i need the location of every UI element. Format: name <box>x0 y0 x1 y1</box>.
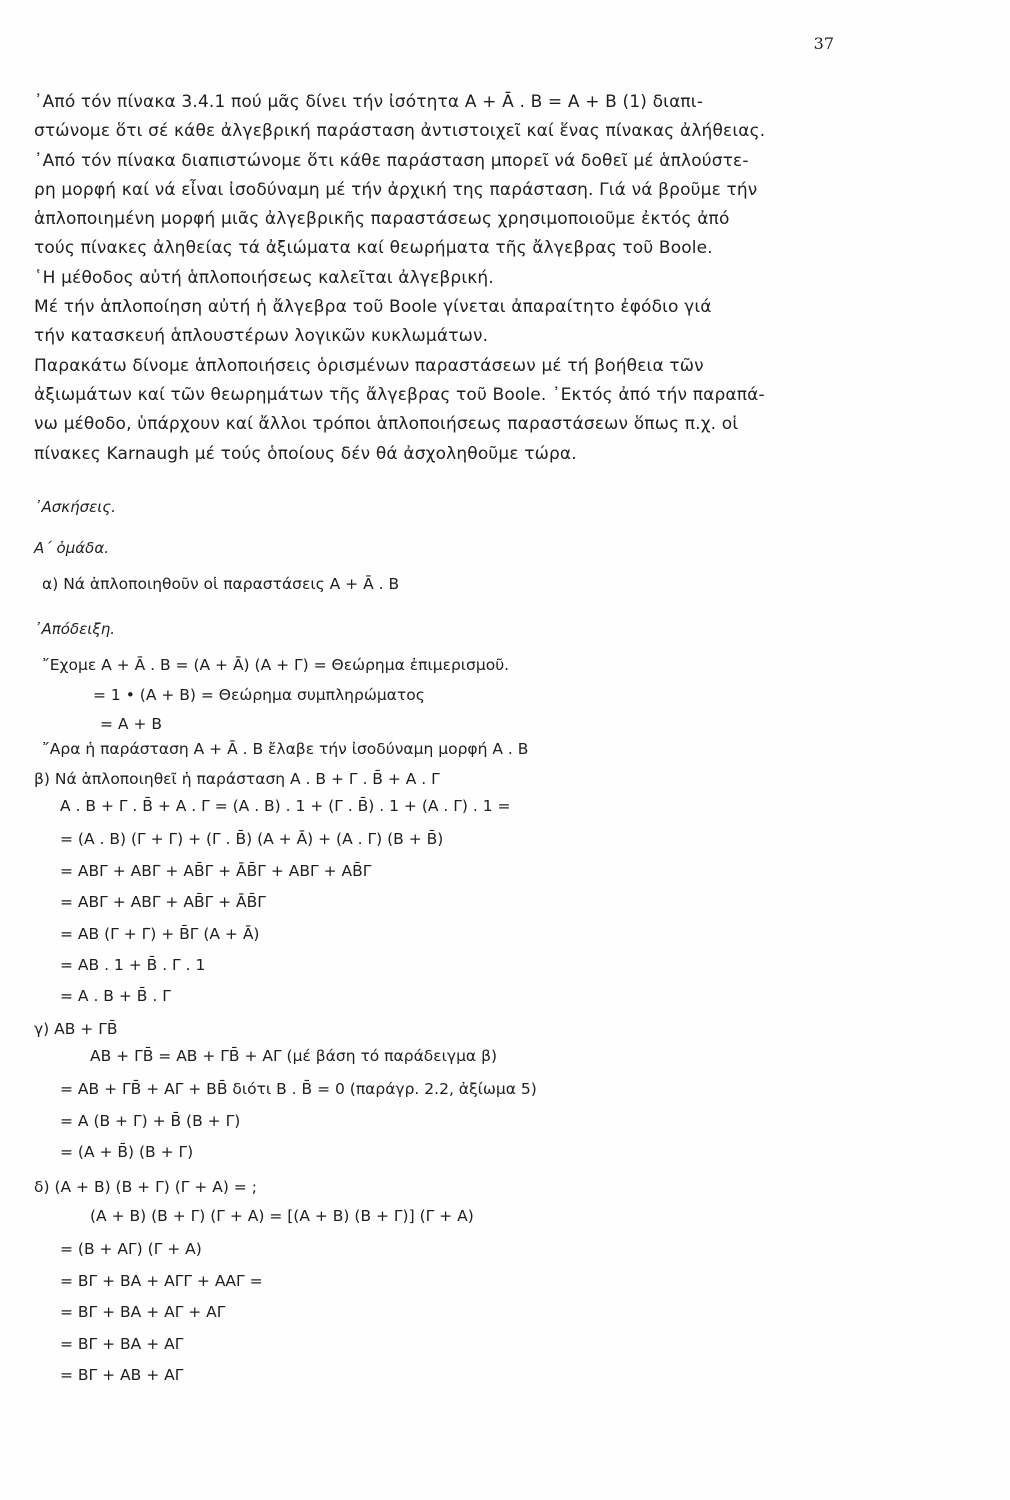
math-line: = (Α . Β) (Γ + Γ̄) + (Γ . B̄) (Α + Ā) + (Α . Γ) (Β + B̄) <box>60 830 444 848</box>
page-number: 37 <box>813 34 834 53</box>
math-line: ῎Εχομε Α + Ā . Β = (Α + Ā) (Α + Γ) = Θεώρημα ἐπιμερισμοῦ. <box>42 656 510 674</box>
math-line: ῎Αρα ἡ παράσταση Α + Ā . Β ἔλαβε τήν ἰσοδύναμη μορφή Α . Β <box>42 740 529 758</box>
intro-line: πίνακες Karnaugh μέ τούς ὁποίους δέν θά ἀσχοληθοῦμε τώρα. <box>34 443 577 464</box>
exercise-a: α) Νά ἁπλοποιηθοῦν οἱ παραστάσεις Α + Ā . Β <box>42 575 400 593</box>
math-line: = Α + Β <box>100 715 162 733</box>
math-line: = ΒΓ + ΑΒ + ΑΓ <box>60 1366 184 1384</box>
math-line: = ΑΒ . 1 + B̄ . Γ . 1 <box>60 956 206 974</box>
intro-line: τούς πίνακες ἀληθείας τά ἀξιώματα καί θεωρήματα τῆς ἄλγεβρας τοῦ Boole. <box>34 238 713 259</box>
math-line: = ΒΓ + ΒΑ + ΑΓΓ + ΑΑΓ = <box>60 1272 263 1290</box>
intro-line: ῾Η μέθοδος αὐτή ἁπλοποιήσεως καλεῖται ἀλγεβρική. <box>34 267 494 288</box>
intro-line: ρη μορφή καί νά εἶναι ἰσοδύναμη μέ τήν ἀρχική της παράσταση. Γιά νά βροῦμε τήν <box>34 179 758 200</box>
math-line: = ΑΒ + ΓB̄ + ΑΓ + ΒB̄ διότι Β . B̄ = 0 (παράγρ. 2.2, ἀξίωμα 5) <box>60 1080 537 1098</box>
math-line: = 1 • (Α + Β) = Θεώρημα συμπληρώματος <box>93 686 425 704</box>
intro-line: ᾿Από τόν πίνακα 3.4.1 πού μᾶς δίνει τήν ἰσότητα Α + Ā . Β = Α + Β (1) διαπι- <box>34 92 703 112</box>
math-line: = (Α + B̄) (Β + Γ) <box>60 1143 194 1161</box>
intro-text <box>34 88 854 469</box>
intro-line: στώνομε ὅτι σέ κάθε ἀλγεβρική παράσταση ἀντιστοιχεῖ καί ἕνας πίνακας ἀλήθειας. <box>34 121 766 142</box>
math-line: = ΒΓ + ΒΑ + ΑΓ <box>60 1335 184 1353</box>
intro-line: Παρακάτω δίνομε ἁπλοποιήσεις ὁρισμένων παραστάσεων μέ τή βοήθεια τῶν <box>34 355 704 376</box>
math-line: Α . Β + Γ . B̄ + Α . Γ = (Α . Β) . 1 + (Γ . B̄) . 1 + (Α . Γ) . 1 = <box>60 797 511 815</box>
math-line: = Α . Β + B̄ . Γ <box>60 987 171 1005</box>
math-line: = (Β + ΑΓ) (Γ + Α) <box>60 1240 202 1258</box>
intro-line: ἀξιωμάτων καί τῶν θεωρημάτων τῆς ἄλγεβρας τοῦ Boole. ᾿Εκτός ἀπό τήν παραπά- <box>34 384 765 405</box>
intro-line: ᾿Από τόν πίνακα διαπιστώνομε ὅτι κάθε παράσταση μπορεῖ νά δοθεῖ μέ ἁπλούστε- <box>34 150 749 171</box>
exercises-heading: ᾿Ασκήσεις. <box>34 498 116 516</box>
intro-line: τήν κατασκευή ἁπλουστέρων λογικῶν κυκλωμάτων. <box>34 326 489 347</box>
exercise-c: γ) ΑΒ + ΓB̄ <box>34 1020 118 1038</box>
group-heading: Α΄ ὁμάδα. <box>34 539 109 557</box>
intro-line: ἁπλοποιημένη μορφή μιᾶς ἀλγεβρικῆς παραστάσεως χρησιμοποιοῦμε ἐκτός ἀπό <box>34 209 730 230</box>
math-line: = ΑΒΓ + ΑΒΓ̄ + ΑB̄Γ + ĀB̄Γ <box>60 893 266 911</box>
math-line: = Α (Β + Γ) + B̄ (Β + Γ) <box>60 1112 241 1130</box>
math-line: ΑΒ + ΓB̄ = ΑΒ + ΓB̄ + ΑΓ (μέ βάση τό παράδειγμα β) <box>90 1047 498 1065</box>
math-line: = ΑΒΓ + ΑΒΓ̄ + ΑB̄Γ + ĀB̄Γ + ΑΒΓ + ΑB̄Γ <box>60 862 372 880</box>
intro-line: νω μέθοδο, ὑπάρχουν καί ἄλλοι τρόποι ἁπλοποιήσεως παραστάσεων ὅπως π.χ. οἱ <box>34 414 739 435</box>
proof-heading: ᾿Απόδειξη. <box>34 620 115 638</box>
math-line: (Α + Β) (Β + Γ) (Γ + Α) = [(Α + Β) (Β + Γ)] (Γ + Α) <box>90 1207 474 1225</box>
exercise-d: δ) (Α + Β) (Β + Γ) (Γ + Α) = ; <box>34 1178 257 1196</box>
intro-line: Μέ τήν ἁπλοποίηση αὐτή ἡ ἄλγεβρα τοῦ Boole γίνεται ἀπαραίτητο ἐφόδιο γιά <box>34 297 712 318</box>
exercise-b: β) Νά ἁπλοποιηθεῖ ἡ παράσταση Α . Β + Γ . B̄ + Α . Γ <box>34 770 440 788</box>
math-line: = ΒΓ + ΒΑ + ΑΓ + ΑΓ <box>60 1303 226 1321</box>
math-line: = ΑΒ (Γ + Γ̄) + B̄Γ (Α + Ā) <box>60 925 260 943</box>
